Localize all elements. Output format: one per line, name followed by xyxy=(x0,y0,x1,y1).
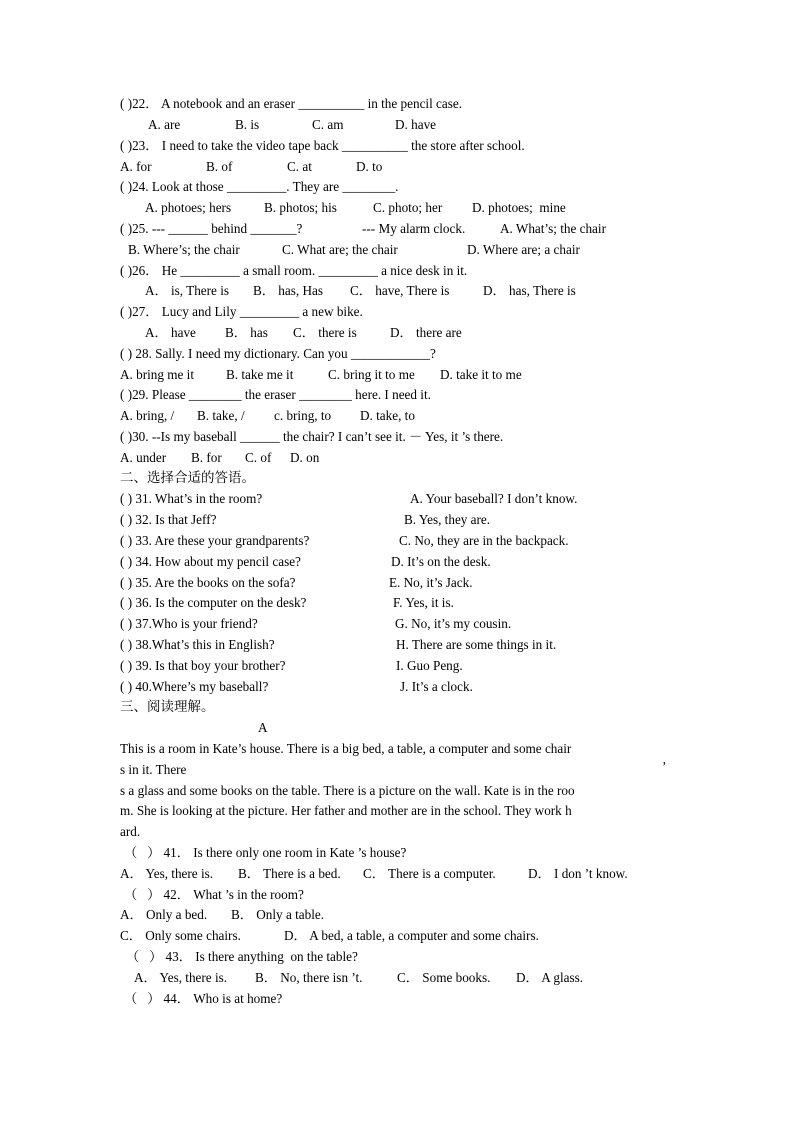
question-stem: （ ） 43． Is there anything on the table? xyxy=(126,949,358,964)
option: B． Only a table. xyxy=(231,907,325,922)
option: A． Yes, there is. xyxy=(120,866,214,881)
matching-question: ( ) 31. What’s in the room? xyxy=(120,491,263,506)
option: B. take me it xyxy=(226,367,294,382)
option: D． there are xyxy=(390,325,462,340)
matching-question: ( ) 34. How about my pencil case? xyxy=(120,554,301,569)
option: A． have xyxy=(145,325,196,340)
matching-answer: E. No, it’s Jack. xyxy=(389,575,473,590)
question-stem: ( )26． He _________ a small room. _________ a nice desk in it. xyxy=(120,263,468,278)
matching-question: ( ) 32. Is that Jeff? xyxy=(120,512,217,527)
matching-question: ( ) 38.What’s this in English? xyxy=(120,637,275,652)
matching-answer: C. No, they are in the backpack. xyxy=(399,533,569,548)
question-stem: ( )27． Lucy and Lily _________ a new bike. xyxy=(120,304,363,319)
question-stem: ( )22． A notebook and an eraser __________ in the pencil case. xyxy=(120,96,463,111)
option: C． There is a computer. xyxy=(363,866,496,881)
option: A． is, There is xyxy=(145,283,229,298)
matching-question: ( ) 39. Is that boy your brother? xyxy=(120,658,286,673)
option: A. What’s; the chair xyxy=(500,221,606,236)
option: D. take it to me xyxy=(440,367,522,382)
option: C． Some books. xyxy=(397,970,491,985)
question-stem: ( )30. --Is my baseball ______ the chair? I can’t see it. － Yes, it ’s there. xyxy=(120,429,504,444)
option: D． has, There is xyxy=(483,283,576,298)
option: B. take, / xyxy=(197,408,245,423)
option: C． there is xyxy=(293,325,357,340)
option: B． has xyxy=(225,325,268,340)
option: A. are xyxy=(148,117,181,132)
matching-question: ( ) 37.Who is your friend? xyxy=(120,616,258,631)
option: D. photoes; mine xyxy=(472,200,566,215)
option: A. bring, / xyxy=(120,408,175,423)
matching-question: ( ) 35. Are the books on the sofa? xyxy=(120,575,296,590)
passage-line: This is a room in Kate’s house. There is a big bed, a table, a computer and some chair xyxy=(120,741,572,756)
option: C. What are; the chair xyxy=(282,242,398,257)
matching-answer: B. Yes, they are. xyxy=(404,512,491,527)
option: B. is xyxy=(235,117,260,132)
matching-question: ( ) 40.Where’s my baseball? xyxy=(120,679,269,694)
option: C. bring it to me xyxy=(328,367,415,382)
question-stem: ( )29. Please ________ the eraser ________ here. I need it. xyxy=(120,387,431,402)
option: C． have, There is xyxy=(350,283,450,298)
option: A． Yes, there is. xyxy=(134,970,228,985)
matching-answer: F. Yes, it is. xyxy=(393,595,454,610)
option: D. take, to xyxy=(360,408,415,423)
matching-answer: I. Guo Peng. xyxy=(396,658,463,673)
matching-answer: J. It’s a clock. xyxy=(400,679,473,694)
matching-answer: H. There are some things in it. xyxy=(396,637,557,652)
question-stem: ( )24. Look at those _________. They are ________. xyxy=(120,179,399,194)
section-heading: 三、阅读理解。 xyxy=(120,699,215,715)
section-heading: 二、选择合适的答语。 xyxy=(120,470,255,486)
option: C． Only some chairs. xyxy=(120,928,241,943)
option: B. Where’s; the chair xyxy=(128,242,240,257)
question-stem: ( )23． I need to take the video tape back __________ the store after school. xyxy=(120,138,525,153)
passage-line: s a glass and some books on the table. There is a picture on the wall. Kate is in the roo xyxy=(120,783,575,798)
matching-answer: D. It’s on the desk. xyxy=(391,554,491,569)
option: C. am xyxy=(312,117,344,132)
option: c. bring, to xyxy=(274,408,332,423)
passage-line: m. She is looking at the picture. Her father and mother are in the school. They work h xyxy=(120,803,572,818)
matching-answer: G. No, it’s my cousin. xyxy=(395,616,512,631)
option: B． There is a bed. xyxy=(238,866,341,881)
option: D. on xyxy=(290,450,320,465)
option: D. Where are; a chair xyxy=(467,242,580,257)
option: A. under xyxy=(120,450,167,465)
option: D． I don ’t know. xyxy=(528,866,628,881)
answer-reply: --- My alarm clock. xyxy=(362,221,466,236)
question-stem: ( ) 28. Sally. I need my dictionary. Can you ____________? xyxy=(120,346,436,361)
option: C. photo; her xyxy=(373,200,443,215)
question-stem: （ ） 44． Who is at home? xyxy=(124,991,283,1006)
option: A. bring me it xyxy=(120,367,194,382)
question-stem: （ ） 42． What ’s in the room? xyxy=(124,887,304,902)
option: D． A bed, a table, a computer and some chairs. xyxy=(284,928,539,943)
option: A. photoes; hers xyxy=(145,200,232,215)
option: C. at xyxy=(287,159,312,174)
matching-question: ( ) 36. Is the computer on the desk? xyxy=(120,595,307,610)
question-stem: ( )25. --- ______ behind _______? xyxy=(120,221,303,236)
stray-apostrophe: ’ xyxy=(662,759,667,774)
passage-label: A xyxy=(258,720,268,735)
option: B. of xyxy=(206,159,233,174)
option: B． has, Has xyxy=(253,283,323,298)
option: B． No, there isn ’t. xyxy=(255,970,363,985)
option: D． A glass. xyxy=(516,970,584,985)
passage-line: ard. xyxy=(120,824,141,839)
option: B. for xyxy=(191,450,222,465)
option: A． Only a bed. xyxy=(120,907,208,922)
option: D. have xyxy=(395,117,437,132)
question-stem: （ ） 41． Is there only one room in Kate ’s house? xyxy=(124,845,407,860)
option: B. photos; his xyxy=(264,200,337,215)
option: D. to xyxy=(356,159,383,174)
option: C. of xyxy=(245,450,272,465)
option: A. for xyxy=(120,159,152,174)
matching-question: ( ) 33. Are these your grandparents? xyxy=(120,533,310,548)
passage-line: s in it. There xyxy=(120,762,187,777)
matching-answer: A. Your baseball? I don’t know. xyxy=(410,491,578,506)
